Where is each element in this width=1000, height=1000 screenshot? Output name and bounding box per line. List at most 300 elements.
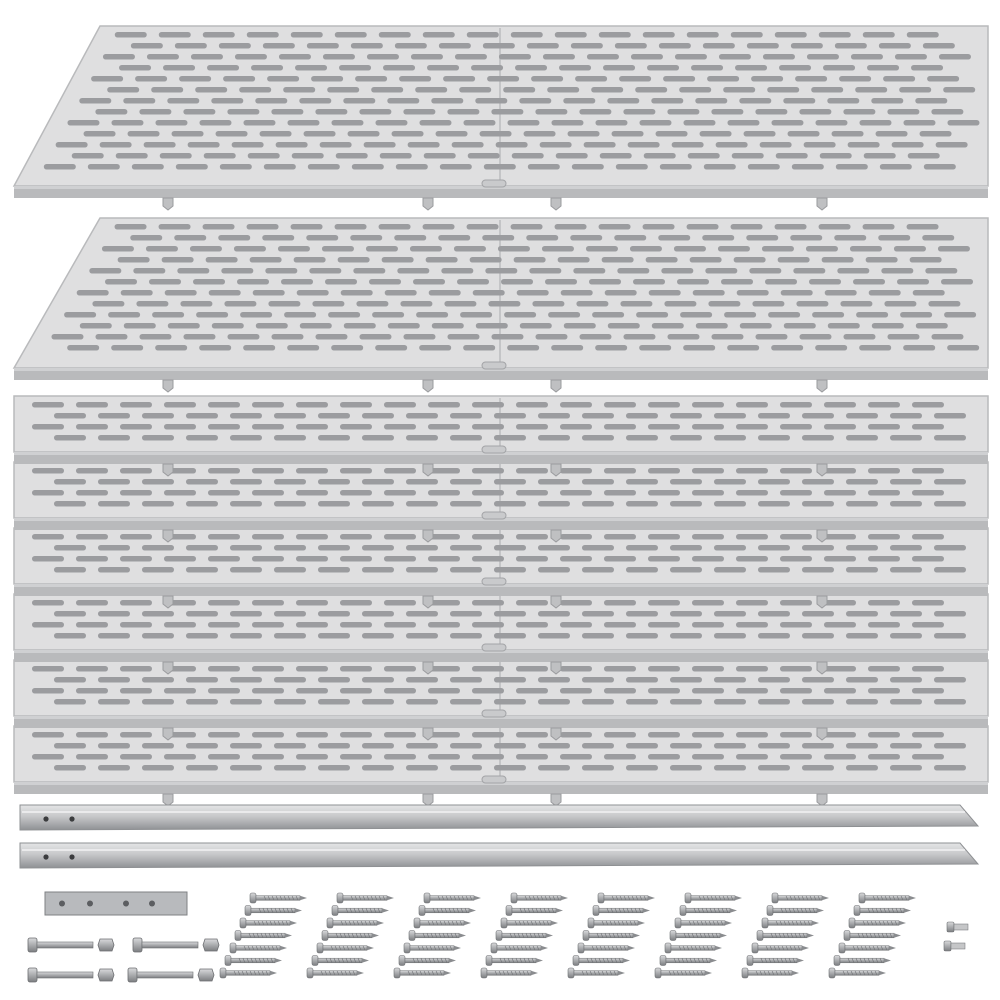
panel-slot [186, 633, 218, 639]
panel-slot [428, 402, 460, 408]
screw [675, 918, 732, 928]
panel-slot [859, 120, 891, 126]
panel-slot [379, 32, 411, 38]
panel-slot [472, 534, 504, 540]
panel-slot [781, 290, 813, 296]
panel-slot [788, 131, 820, 137]
panel-slot [558, 257, 590, 263]
panel-slot [670, 545, 702, 551]
panel-slot [336, 153, 368, 159]
panel-slot [736, 688, 768, 694]
panel-slot [183, 109, 215, 115]
panel-slot [822, 257, 854, 263]
panel-slot [758, 435, 790, 441]
panel-slot [64, 312, 96, 318]
panel-slot [147, 54, 179, 60]
panel-slot [561, 290, 593, 296]
panel-slot [142, 699, 174, 705]
panel-slot [287, 120, 319, 126]
panel-slot [910, 257, 942, 263]
panel-slot [296, 468, 328, 474]
panel-slot [516, 622, 548, 628]
panel-slot [780, 402, 812, 408]
panel-slot [291, 32, 323, 38]
panel-slot [352, 164, 384, 170]
panel-slot [32, 556, 64, 562]
panel-slot [190, 246, 222, 252]
panel-slot [724, 312, 756, 318]
screw [834, 956, 891, 966]
panel-slot [573, 268, 605, 274]
panel-slot [203, 224, 235, 230]
panel-slot [98, 743, 130, 749]
panel-slot [947, 120, 979, 126]
panel-slot [626, 677, 658, 683]
panel-slot [447, 334, 479, 340]
panel-slot [318, 633, 350, 639]
panel-slot [413, 279, 445, 285]
screw [839, 943, 896, 953]
panel-slot [548, 312, 580, 318]
panel-slot [692, 666, 724, 672]
panel-slot [866, 257, 898, 263]
panel-slot [636, 312, 668, 318]
panel-slot [908, 153, 940, 159]
panel-slot [815, 345, 847, 351]
panel-slot [115, 224, 147, 230]
panel-slot [890, 567, 922, 573]
panel-slot [934, 413, 966, 419]
panel-slot [494, 545, 526, 551]
panel-slot [423, 32, 455, 38]
panel-slot [219, 43, 251, 49]
panel-slot [264, 164, 296, 170]
panel-slot [639, 120, 671, 126]
panel-slot [296, 732, 328, 738]
panel-slot [95, 109, 127, 115]
panel-slot [472, 490, 504, 496]
panel-slot [646, 257, 678, 263]
panel-slot [824, 754, 856, 760]
panel-slot [635, 87, 667, 93]
panel-slot [76, 468, 108, 474]
wall-anchor [944, 941, 965, 951]
panel-slot [485, 268, 517, 274]
panel-slot [384, 666, 416, 672]
panel-slot [252, 600, 284, 606]
panel-slot [135, 76, 167, 82]
panel-slot [714, 743, 746, 749]
panel-slot [392, 131, 424, 137]
panel-slot [406, 743, 438, 749]
panel-slot [576, 301, 608, 307]
panel-slot [571, 43, 603, 49]
panel-slot [142, 633, 174, 639]
panel-slot [804, 142, 836, 148]
panel-slot [271, 334, 303, 340]
panel-slot [494, 699, 526, 705]
panel-slot [771, 120, 803, 126]
panel-slot [480, 131, 512, 137]
panel-slot [815, 120, 847, 126]
panel-slot [925, 268, 957, 274]
panel-slot [32, 468, 64, 474]
panel-slot [912, 732, 944, 738]
panel-slot [223, 76, 255, 82]
panel-slot [595, 120, 627, 126]
panel-slot [670, 677, 702, 683]
screw [491, 943, 548, 953]
panel-slot [824, 490, 856, 496]
panel-slot [600, 153, 632, 159]
panel-slot [670, 567, 702, 573]
panel-slot [560, 688, 592, 694]
panel-slot [868, 666, 900, 672]
panel-slot [543, 54, 575, 60]
panel-slot [335, 32, 367, 38]
panel-slot [714, 413, 746, 419]
panel-slot [693, 290, 725, 296]
screw [220, 968, 277, 978]
panel-slot [696, 323, 728, 329]
panel-slot [494, 479, 526, 485]
panel-slot [824, 424, 856, 430]
panel-slot [159, 224, 191, 230]
panel-slot [619, 76, 651, 82]
panel-slot [824, 666, 856, 672]
panel-slot [692, 754, 724, 760]
panel-slot [142, 413, 174, 419]
panel-slot [331, 120, 363, 126]
panel-slot [731, 32, 763, 38]
panel-slot [644, 153, 676, 159]
panel-slot [837, 268, 869, 274]
panel-slot [443, 76, 475, 82]
panel-slot [746, 235, 778, 241]
panel-slot [790, 235, 822, 241]
panel-slot [872, 323, 904, 329]
panel-slot [700, 131, 732, 137]
panel-slot [119, 65, 151, 71]
panel-slot [120, 732, 152, 738]
panel-slot [538, 567, 570, 573]
panel-slot [824, 600, 856, 606]
panel-slot [824, 556, 856, 562]
panel-slot [494, 501, 526, 507]
panel-slot [667, 109, 699, 115]
panel-slot [472, 622, 504, 628]
support-rail [20, 843, 978, 868]
panel-slot [315, 334, 347, 340]
panel-slot [384, 534, 416, 540]
panel-slot [623, 334, 655, 340]
panel-slot [483, 43, 515, 49]
panel-slot [172, 131, 204, 137]
panel-slot [802, 567, 834, 573]
panel-slot [714, 611, 746, 617]
panel-slot [142, 765, 174, 771]
panel-slot [516, 424, 548, 430]
panel-slot [890, 765, 922, 771]
panel-slot [630, 246, 662, 252]
panel-slot [416, 312, 448, 318]
panel-slot [691, 65, 723, 71]
panel-slot [415, 87, 447, 93]
panel-slot [475, 98, 507, 104]
panel-slot [755, 109, 787, 115]
panel-slot [608, 323, 640, 329]
panel-slot [515, 65, 547, 71]
panel-slot [604, 600, 636, 606]
panel-slot [690, 257, 722, 263]
panel-slot [868, 490, 900, 496]
panel-slot [739, 98, 771, 104]
panel-slot [355, 76, 387, 82]
panel-slot [559, 65, 591, 71]
panel-slot [294, 257, 326, 263]
panel-slot [76, 754, 108, 760]
screw [481, 968, 538, 978]
panel-slot [736, 556, 768, 562]
panel-slot [120, 534, 152, 540]
panel-slot [120, 402, 152, 408]
panel-slot [72, 153, 104, 159]
panel-slot [947, 345, 979, 351]
panel-slot [372, 312, 404, 318]
panel-slot [683, 345, 715, 351]
panel-slot [252, 490, 284, 496]
panel-slot [623, 109, 655, 115]
panel-slot [643, 32, 675, 38]
panel-slot [944, 312, 976, 318]
panel-slot [677, 279, 709, 285]
screw [660, 956, 717, 966]
panel-slot [318, 435, 350, 441]
panel-slot [626, 699, 658, 705]
panel-slot [824, 732, 856, 738]
panel-slot [934, 545, 966, 551]
panel-slot [283, 87, 315, 93]
panel-slot [118, 257, 150, 263]
panel-slot [427, 65, 459, 71]
screw [757, 931, 814, 941]
panel-slot [120, 556, 152, 562]
panel-slot [916, 323, 948, 329]
panel-slot [32, 424, 64, 430]
panel-slot [890, 501, 922, 507]
panel-slot [268, 301, 300, 307]
mounting-plate [45, 892, 187, 915]
panel-slot [120, 424, 152, 430]
panel-slot [472, 468, 504, 474]
panel-slot [503, 87, 535, 93]
panel-slot [350, 235, 382, 241]
screw [486, 956, 543, 966]
panel-slot [234, 246, 266, 252]
panel-slot [340, 556, 372, 562]
panel-slot [943, 87, 975, 93]
panel-slot [54, 743, 86, 749]
screw [568, 968, 625, 978]
panel-slot [406, 611, 438, 617]
panel-slot [758, 501, 790, 507]
panel-slot [836, 164, 868, 170]
panel-slot [604, 424, 636, 430]
panel-slot [633, 279, 665, 285]
hardware-set [28, 892, 968, 982]
panel-slot [912, 424, 944, 430]
panel-slot [846, 545, 878, 551]
panel-slot [375, 120, 407, 126]
panel-slot [340, 468, 372, 474]
panel-slot [802, 413, 834, 419]
panel-slot [340, 534, 372, 540]
panel-slot [235, 54, 267, 60]
panel-slot [758, 567, 790, 573]
panel-slot [491, 334, 523, 340]
panel-slot [507, 120, 539, 126]
screw [578, 943, 635, 953]
panel-slot [670, 765, 702, 771]
panel-slot [311, 76, 343, 82]
panel-slot [98, 699, 130, 705]
panel-slot [299, 98, 331, 104]
panel-slot [780, 622, 812, 628]
panel-slot [164, 688, 196, 694]
hex-nut [98, 939, 114, 951]
panel-slot [142, 435, 174, 441]
panel-slot [450, 479, 482, 485]
panel-slot [76, 556, 108, 562]
panel-slot [32, 688, 64, 694]
panel-slot [703, 43, 735, 49]
panel-slot [274, 633, 306, 639]
shelf-panel [14, 218, 988, 392]
shelf-panel [14, 660, 988, 740]
panel-slot [279, 54, 311, 60]
hook-tab [551, 198, 561, 210]
panel-slot [188, 142, 220, 148]
panel-slot [692, 622, 724, 628]
panel-slot [276, 142, 308, 148]
panel-slot [740, 323, 772, 329]
panel-slot [927, 76, 959, 82]
panel-slot [247, 224, 279, 230]
panel-slot [802, 435, 834, 441]
panel-slot [819, 224, 851, 230]
panel-slot [855, 87, 887, 93]
panel-slot [560, 732, 592, 738]
panel-slot [103, 54, 135, 60]
panel-slot [406, 413, 438, 419]
panel-slot [131, 43, 163, 49]
hex-bolt [128, 968, 193, 982]
screw [332, 906, 389, 916]
panel-slot [802, 699, 834, 705]
panel-slot [450, 765, 482, 771]
panel-slot [164, 754, 196, 760]
panel-slot [663, 76, 695, 82]
panel-slot [440, 164, 472, 170]
panel-slot [651, 98, 683, 104]
panel-slot [582, 677, 614, 683]
panel-slot [934, 611, 966, 617]
hook-tab [423, 794, 433, 806]
panel-slot [473, 290, 505, 296]
panel-slot [397, 268, 429, 274]
panel-slot [897, 279, 929, 285]
panel-slot [403, 334, 435, 340]
panel-slot [626, 413, 658, 419]
panel-slot [54, 611, 86, 617]
screw [854, 906, 911, 916]
panel-slot [560, 666, 592, 672]
hook-tab [163, 794, 173, 806]
panel-slot [582, 633, 614, 639]
panel-slot [142, 545, 174, 551]
screw [849, 918, 906, 928]
hex-bolt [28, 968, 93, 982]
panel-slot [736, 534, 768, 540]
panel-slot [535, 109, 567, 115]
panel-slot [648, 688, 680, 694]
panel-slot [400, 301, 432, 307]
panel-slot [660, 164, 692, 170]
panel-slot [340, 402, 372, 408]
panel-slot [617, 268, 649, 274]
screw [250, 893, 307, 903]
panel-slot [603, 65, 635, 71]
panel-slot [820, 153, 852, 159]
panel-slot [560, 402, 592, 408]
screw [844, 931, 901, 941]
panel-slot [884, 301, 916, 307]
panel-slot [274, 501, 306, 507]
panel-slot [920, 131, 952, 137]
screw [312, 956, 369, 966]
panel-slot [186, 435, 218, 441]
panel-slot [592, 312, 624, 318]
panel-slot [325, 279, 357, 285]
panel-slot [322, 246, 354, 252]
panel-slot [692, 688, 724, 694]
panel-slot [912, 666, 944, 672]
panel-slot [683, 120, 715, 126]
panel-slot [824, 534, 856, 540]
panel-slot [267, 76, 299, 82]
panel-slot [939, 54, 971, 60]
panel-slot [149, 279, 181, 285]
panel-slot [758, 479, 790, 485]
panel-slot [732, 153, 764, 159]
panel-slot [199, 120, 231, 126]
panel-slot [714, 699, 746, 705]
panel-slot [100, 142, 132, 148]
panel-slot [484, 164, 516, 170]
panel-slot [890, 677, 922, 683]
panel-slot [538, 413, 570, 419]
panel-slot [359, 334, 391, 340]
screw [742, 968, 799, 978]
panel-slot [220, 164, 252, 170]
panel-slot [177, 268, 209, 274]
panel-slot [802, 765, 834, 771]
panel-slot [111, 120, 143, 126]
panel-slot [455, 54, 487, 60]
panel-slot [120, 490, 152, 496]
panel-slot [547, 87, 579, 93]
panel-slot [516, 556, 548, 562]
